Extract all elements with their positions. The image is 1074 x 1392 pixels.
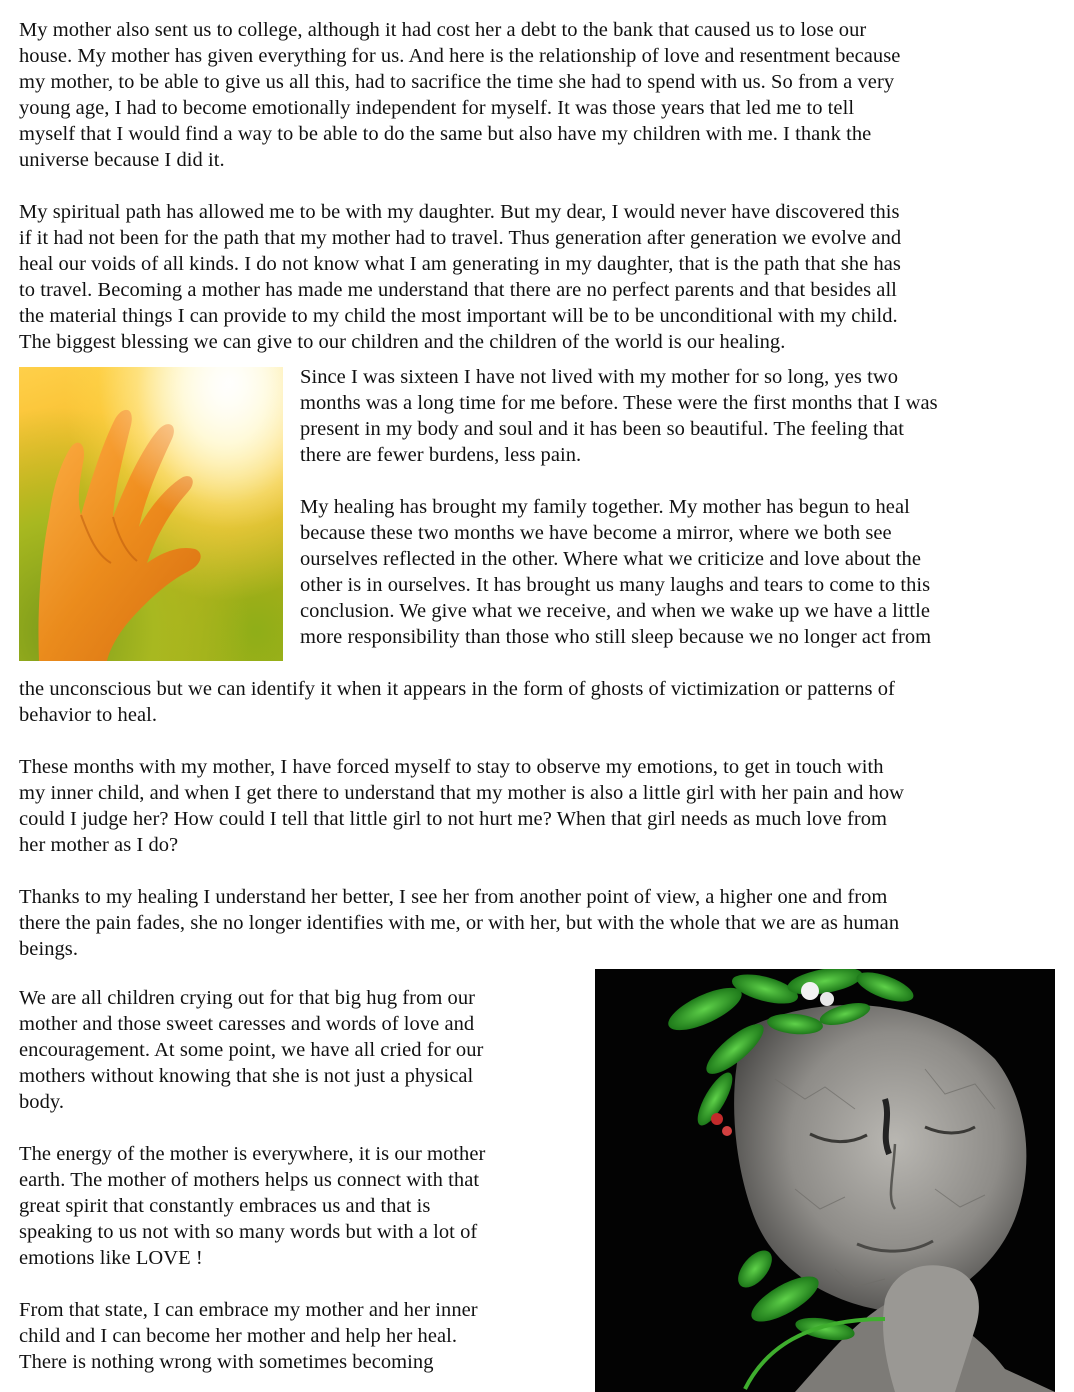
paragraph-healing-family (300, 494, 931, 650)
text-line: house. My mother has given everything for us. And here is the relationship of love and resentment because (19, 45, 901, 67)
text-line: there are fewer burdens, less pain. (300, 444, 582, 466)
text-line: present in my body and soul and it has been so beautiful. The feeling that (300, 418, 904, 440)
paragraph-unconscious (19, 676, 895, 728)
paragraph-spiritual-path (19, 199, 901, 355)
text-line: These months with my mother, I have forced myself to stay to observe my emotions, to get in touch with (19, 756, 884, 778)
text-line: behavior to heal. (19, 704, 158, 726)
text-line: We are all children crying out for that big hug from our (19, 987, 475, 1009)
text-line: more responsibility than those who still sleep because we no longer act from (300, 626, 932, 648)
paragraph-mother-earth (19, 1141, 485, 1271)
text-line: if it had not been for the path that my mother had to travel. Thus generation after generation we evolve and (19, 227, 902, 249)
text-line: earth. The mother of mothers helps us connect with that (19, 1169, 480, 1191)
text-line: The biggest blessing we can give to our children and the children of the world is our healing. (19, 331, 786, 353)
sunlit-hand-photo (19, 367, 283, 661)
text-line: heal our voids of all kinds. I do not know what I am generating in my daughter, that is the path that she has (19, 253, 901, 275)
text-line: the material things I can provide to my child the most important will be to be unconditional with my child. (19, 305, 898, 327)
paragraph-college (19, 17, 900, 173)
text-line: My mother also sent us to college, although it had cost her a debt to the bank that caused us to lose our (19, 19, 867, 41)
text-line: child and I can become her mother and help her heal. (19, 1325, 458, 1347)
text-line: Since I was sixteen I have not lived with my mother for so long, yes two (300, 366, 898, 388)
text-line: could I judge her? How could I tell that little girl to not hurt me? When that girl needs as much love from (19, 808, 888, 830)
text-line: mother and those sweet caresses and words of love and (19, 1013, 475, 1035)
text-line: conclusion. We give what we receive, and when we wake up we have a little (300, 600, 931, 622)
text-line: months was a long time for me before. These were the first months that I was (300, 392, 938, 414)
text-line: speaking to us not with so many words but with a lot of (19, 1221, 478, 1243)
clay-face-illustration (595, 969, 1055, 1392)
hand-illustration (19, 367, 283, 661)
text-line: there the pain fades, she no longer identifies with me, or with her, but with the whole that we are as human (19, 912, 900, 934)
text-line: From that state, I can embrace my mother and her inner (19, 1299, 478, 1321)
text-line: emotions like LOVE ! (19, 1247, 203, 1269)
text-line: my inner child, and when I get there to understand that my mother is also a little girl with her pain and how (19, 782, 905, 804)
text-line: universe because I did it. (19, 149, 225, 171)
paragraph-understand-her (19, 884, 899, 962)
text-line: body. (19, 1091, 65, 1113)
text-line: great spirit that constantly embraces us and that is (19, 1195, 431, 1217)
paragraph-that-state (19, 1297, 478, 1375)
text-line: My spiritual path has allowed me to be with my daughter. But my dear, I would never have discovered this (19, 201, 900, 223)
text-line: Thanks to my healing I understand her better, I see her from another point of view, a higher one and from (19, 886, 888, 908)
text-line: the unconscious but we can identify it when it appears in the form of ghosts of victimization or patterns of (19, 678, 895, 700)
text-line: myself that I would find a way to be able to do the same but also have my children with me. I thank the (19, 123, 872, 145)
text-line: my mother, to be able to give us all this, had to sacrifice the time she had to spend with us. So from a very (19, 71, 895, 93)
clay-face-with-leaf-crown-photo (595, 969, 1055, 1392)
text-line: beings. (19, 938, 78, 960)
text-line: because these two months we have become a mirror, where we both see (300, 522, 892, 544)
text-line: young age, I had to become emotionally independent for myself. It was those years that led me to tell (19, 97, 855, 119)
text-line: other is in ourselves. It has brought us many laughs and tears to come to this (300, 574, 931, 596)
text-line: encouragement. At some point, we have all cried for our (19, 1039, 484, 1061)
text-line: her mother as I do? (19, 834, 179, 856)
text-line: There is nothing wrong with sometimes becoming (19, 1351, 434, 1373)
paragraph-inner-child (19, 754, 904, 858)
text-line: mothers without knowing that she is not just a physical (19, 1065, 474, 1087)
text-line: The energy of the mother is everywhere, it is our mother (19, 1143, 486, 1165)
paragraph-children-crying (19, 985, 483, 1115)
text-line: ourselves reflected in the other. Where what we criticize and love about the (300, 548, 922, 570)
text-line: My healing has brought my family together. My mother has begun to heal (300, 496, 910, 518)
text-line: to travel. Becoming a mother has made me understand that there are no perfect parents and that besides all (19, 279, 897, 301)
paragraph-sixteen (300, 364, 938, 468)
